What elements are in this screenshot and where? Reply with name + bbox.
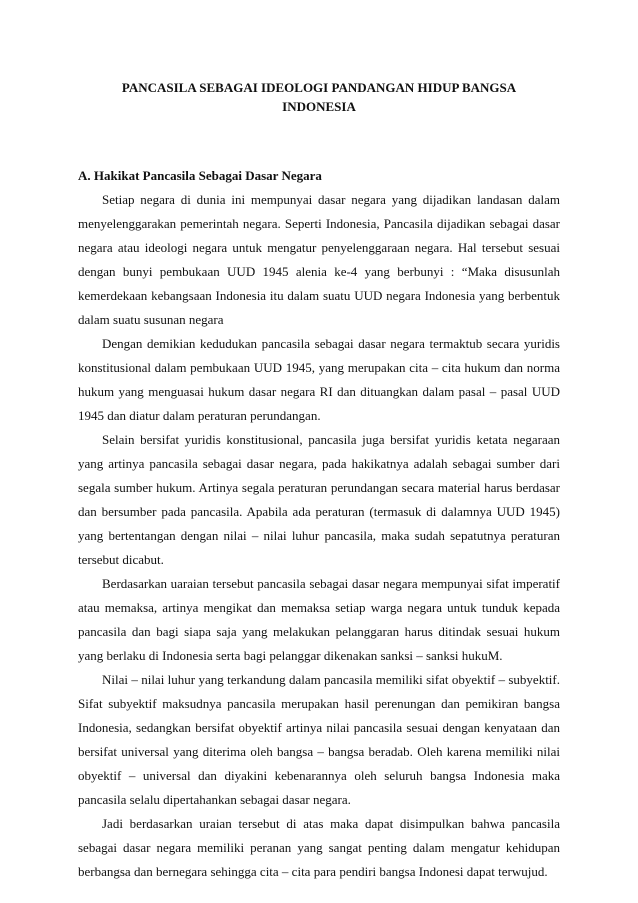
paragraph: Berdasarkan uaraian tersebut pancasila sebagai dasar negara mempunyai sifat imperatif atau memaksa, artinya mengikat dan memaksa setiap warga negara untuk tunduk kepada pancasila dan bagi siapa saja yang melakukan pelanggaran harus ditindak sesuai hukum yang berlaku di Indonesia serta bagi pelanggar dikenakan sanksi – sanksi hukuM. [78, 576, 560, 663]
paragraph: Jadi berdasarkan uraian tersebut di atas maka dapat disimpulkan bahwa pancasila sebagai dasar negara memiliki peranan yang sangat penting dalam mengatur kehidupan berbangsa dan bernegara sehingga cita – cita para pendiri bangsa Indonesi dapat terwujud. [78, 816, 560, 879]
paragraph: Setiap negara di dunia ini mempunyai dasar negara yang dijadikan landasan dalam menyelenggarakan pemerintah negara. Seperti Indonesia, Pancasila dijadikan sebagai dasar negara atau ideologi negara untuk mengatur penyelenggaraan negara. Hal tersebut sesuai dengan bunyi pembukaan UUD 1945 alenia ke-4 yang berbunyi : “Maka disusunlah kemerdekaan kebangsaan Indonesia itu dalam suatu UUD negara Indonesia yang berbentuk dalam suatu susunan negara [78, 192, 560, 327]
section-heading: A. Hakikat Pancasila Sebagai Dasar Negara [78, 168, 322, 183]
document-title: PANCASILA SEBAGAI IDEOLOGI PANDANGAN HIDUP BANGSA INDONESIA [121, 80, 517, 114]
paragraph: Selain bersifat yuridis konstitusional, pancasila juga bersifat yuridis ketata negaraan yang artinya pancasila sebagai dasar negara, pada hakikatnya adalah sebagai sumber dari segala sumber hukum. Artinya segala peraturan perundangan secara material harus berdasar dan bersumber pada pancasila. Apabila ada peraturan (termasuk di dalamnya UUD 1945) yang bertentangan dengan nilai – nilai luhur pancasila, maka sudah sepatutnya peraturan tersebut dicabut. [78, 432, 560, 567]
paragraph: Dengan demikian kedudukan pancasila sebagai dasar negara termaktub secara yuridis konstitusional dalam pembukaan UUD 1945, yang merupakan cita – cita hukum dan norma hukum yang menguasai hukum dasar negara RI dan dituangkan dalam pasal – pasal UUD 1945 dan diatur dalam peraturan perundangan. [78, 336, 560, 423]
paragraph: Nilai – nilai luhur yang terkandung dalam pancasila memiliki sifat obyektif – subyektif. Sifat subyektif maksudnya pancasila merupakan hasil perenungan dan pemikiran bangsa Indonesia, sedangkan bersifat obyektif artinya nilai pancasila sesuai dengan kenyataan dan bersifat universal yang diterima oleh bangsa – bangsa beradab. Oleh karena memiliki nilai obyektif – universal dan diyakini kebenarannya oleh seluruh bangsa Indonesia maka pancasila selalu dipertahankan sebagai dasar negara. [78, 672, 560, 807]
